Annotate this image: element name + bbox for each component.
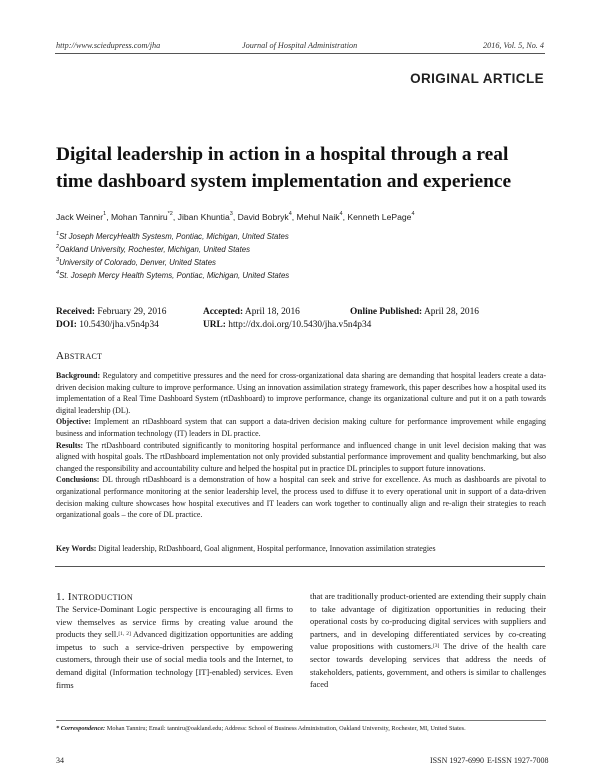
affiliation: $^4$St. Joseph Mercy Health Sytems, Pontiac, Michigan, United States: [56, 270, 290, 280]
accepted-date: Accepted: April 18, 2016: [203, 307, 300, 317]
footnote-rule: [56, 720, 546, 721]
abstract-background: Background: Regulatory and competitive pressures and the need for cross-organizational data sharing are demanding that hospital leaders create a data-driven decision making culture to improve performance. Using an innovation assimilation strategy framework, this paper describes how a hospital used its implementation of a Real Time Dashboard System (rtDashboard) to improve performance, change its organizational culture and put it on a path towards digital leadership (DL).: [56, 371, 546, 415]
introduction-heading: 1. Introduction: [56, 591, 133, 603]
abstract-conclusions: Conclusions: DL through rtDashboard is a demonstration of how a hospital can seek and strive for excellence. As much as dashboards are pivotal to organizational performance monitoring at the senior leadership level, the process used to diffuse it to every operational unit in support of a data-driven decision making culture showcases how hospital executives and IT leaders can work together to continually align and re-align their strategies to reach organizational goals – the core of DL practice.: [56, 475, 546, 520]
header-url[interactable]: http://www.sciedupress.com/jha: [56, 41, 161, 50]
abstract-body: [56, 370, 546, 521]
page-number: 34: [56, 756, 64, 765]
eissn: E-ISSN 1927-7008: [487, 756, 549, 765]
paper-title: Digital leadership in action in a hospital through a real time dashboard system implementation and experience: [56, 144, 512, 192]
keywords: Key Words: Digital leadership, RtDashboard, Goal alignment, Hospital performance, Innovation assimilation strategies: [56, 544, 436, 553]
affiliation: $^1$St Joseph MercyHealth Systesm, Pontiac, Michigan, United States: [56, 231, 289, 241]
author: David Bobryk$^4$: [237, 211, 292, 222]
author: Mohan Tanniru$^{*2}$: [110, 211, 173, 222]
author: Jack Weiner$^1$: [56, 211, 107, 222]
author-list: Jack Weiner$^1$, Mohan Tanniru$^{*2}$, Jiban Khuntia$^3$, David Bobryk$^4$, Mehul Naik$^4$, Kenneth LePage$^4$: [56, 211, 415, 222]
doi: DOI: 10.5430/jha.v5n4p34: [56, 320, 159, 330]
section-divider: [55, 566, 545, 567]
intro-column-left: The Service-Dominant Logic perspective is encouraging all firms to view themselves as service firms by creating value around the products they sell.[1, 2] Advanced digitization opportunities are adding impetus to such a service-driven perspective by empowering customers, through their use of social media tools and the Internet, to demand digital (Information technology [IT]-enabled) services. Even firms: [56, 605, 293, 690]
abstract-objective: Objective: Implement an rtDashboard system that can support a data-driven decision making culture for performance improvement while engaging business and information technology (IT) leaders in DL practice.: [56, 417, 546, 438]
abstract-results: Results: The rtDashboard contributed significantly to monitoring hospital performance and influenced change in unit level decision making that was aligned with hospital goals. The rtDashboard implementation not only provided substantial performance improvement and quality benchmarking, but also changed the responsibility and accountability culture and helped the hospital put in practice DL principles to support future innovations.: [56, 440, 546, 473]
issn: ISSN 1927-6990: [430, 756, 485, 765]
doi-url[interactable]: URL: http://dx.doi.org/10.5430/jha.v5n4p34: [203, 320, 372, 330]
abstract-heading: Abstract: [56, 350, 103, 362]
article-type: ORIGINAL ARTICLE: [410, 71, 544, 86]
intro-column-right: that are traditionally product-oriented are extending their supply chain to take advantage of digitization opportunities in reducing their operational costs by co-producing digital services with suppliers and partners, and in developing differentiated services by co-creating value propositions with customers.[3] The drive of the health care sector towards developing services that address the needs of stakeholders, patients, government, and others is similar to challenges faced: [310, 592, 546, 690]
affiliation: $^2$Oakland University, Rochester, Michigan, United States: [56, 244, 251, 254]
header-rule: [55, 53, 545, 54]
author: Kenneth LePage$^4$: [347, 211, 415, 222]
author: Jiban Khuntia$^3$: [177, 211, 233, 222]
correspondence-footnote: * Correspondence: Mohan Tanniru; Email: tanniru@oakland.edu; Address: School of Business Administration, Oakland University, Rochester, MI, United States.: [56, 725, 466, 732]
received-date: Received: February 29, 2016: [56, 307, 167, 317]
header-volume: 2016, Vol. 5, No. 4: [483, 41, 544, 50]
header-journal: Journal of Hospital Administration: [242, 41, 358, 50]
published-date: Online Published: April 28, 2016: [350, 307, 479, 317]
affiliation: $^3$University of Colorado, Denver, United States: [56, 257, 216, 267]
author: Mehul Naik$^4$: [296, 211, 343, 222]
